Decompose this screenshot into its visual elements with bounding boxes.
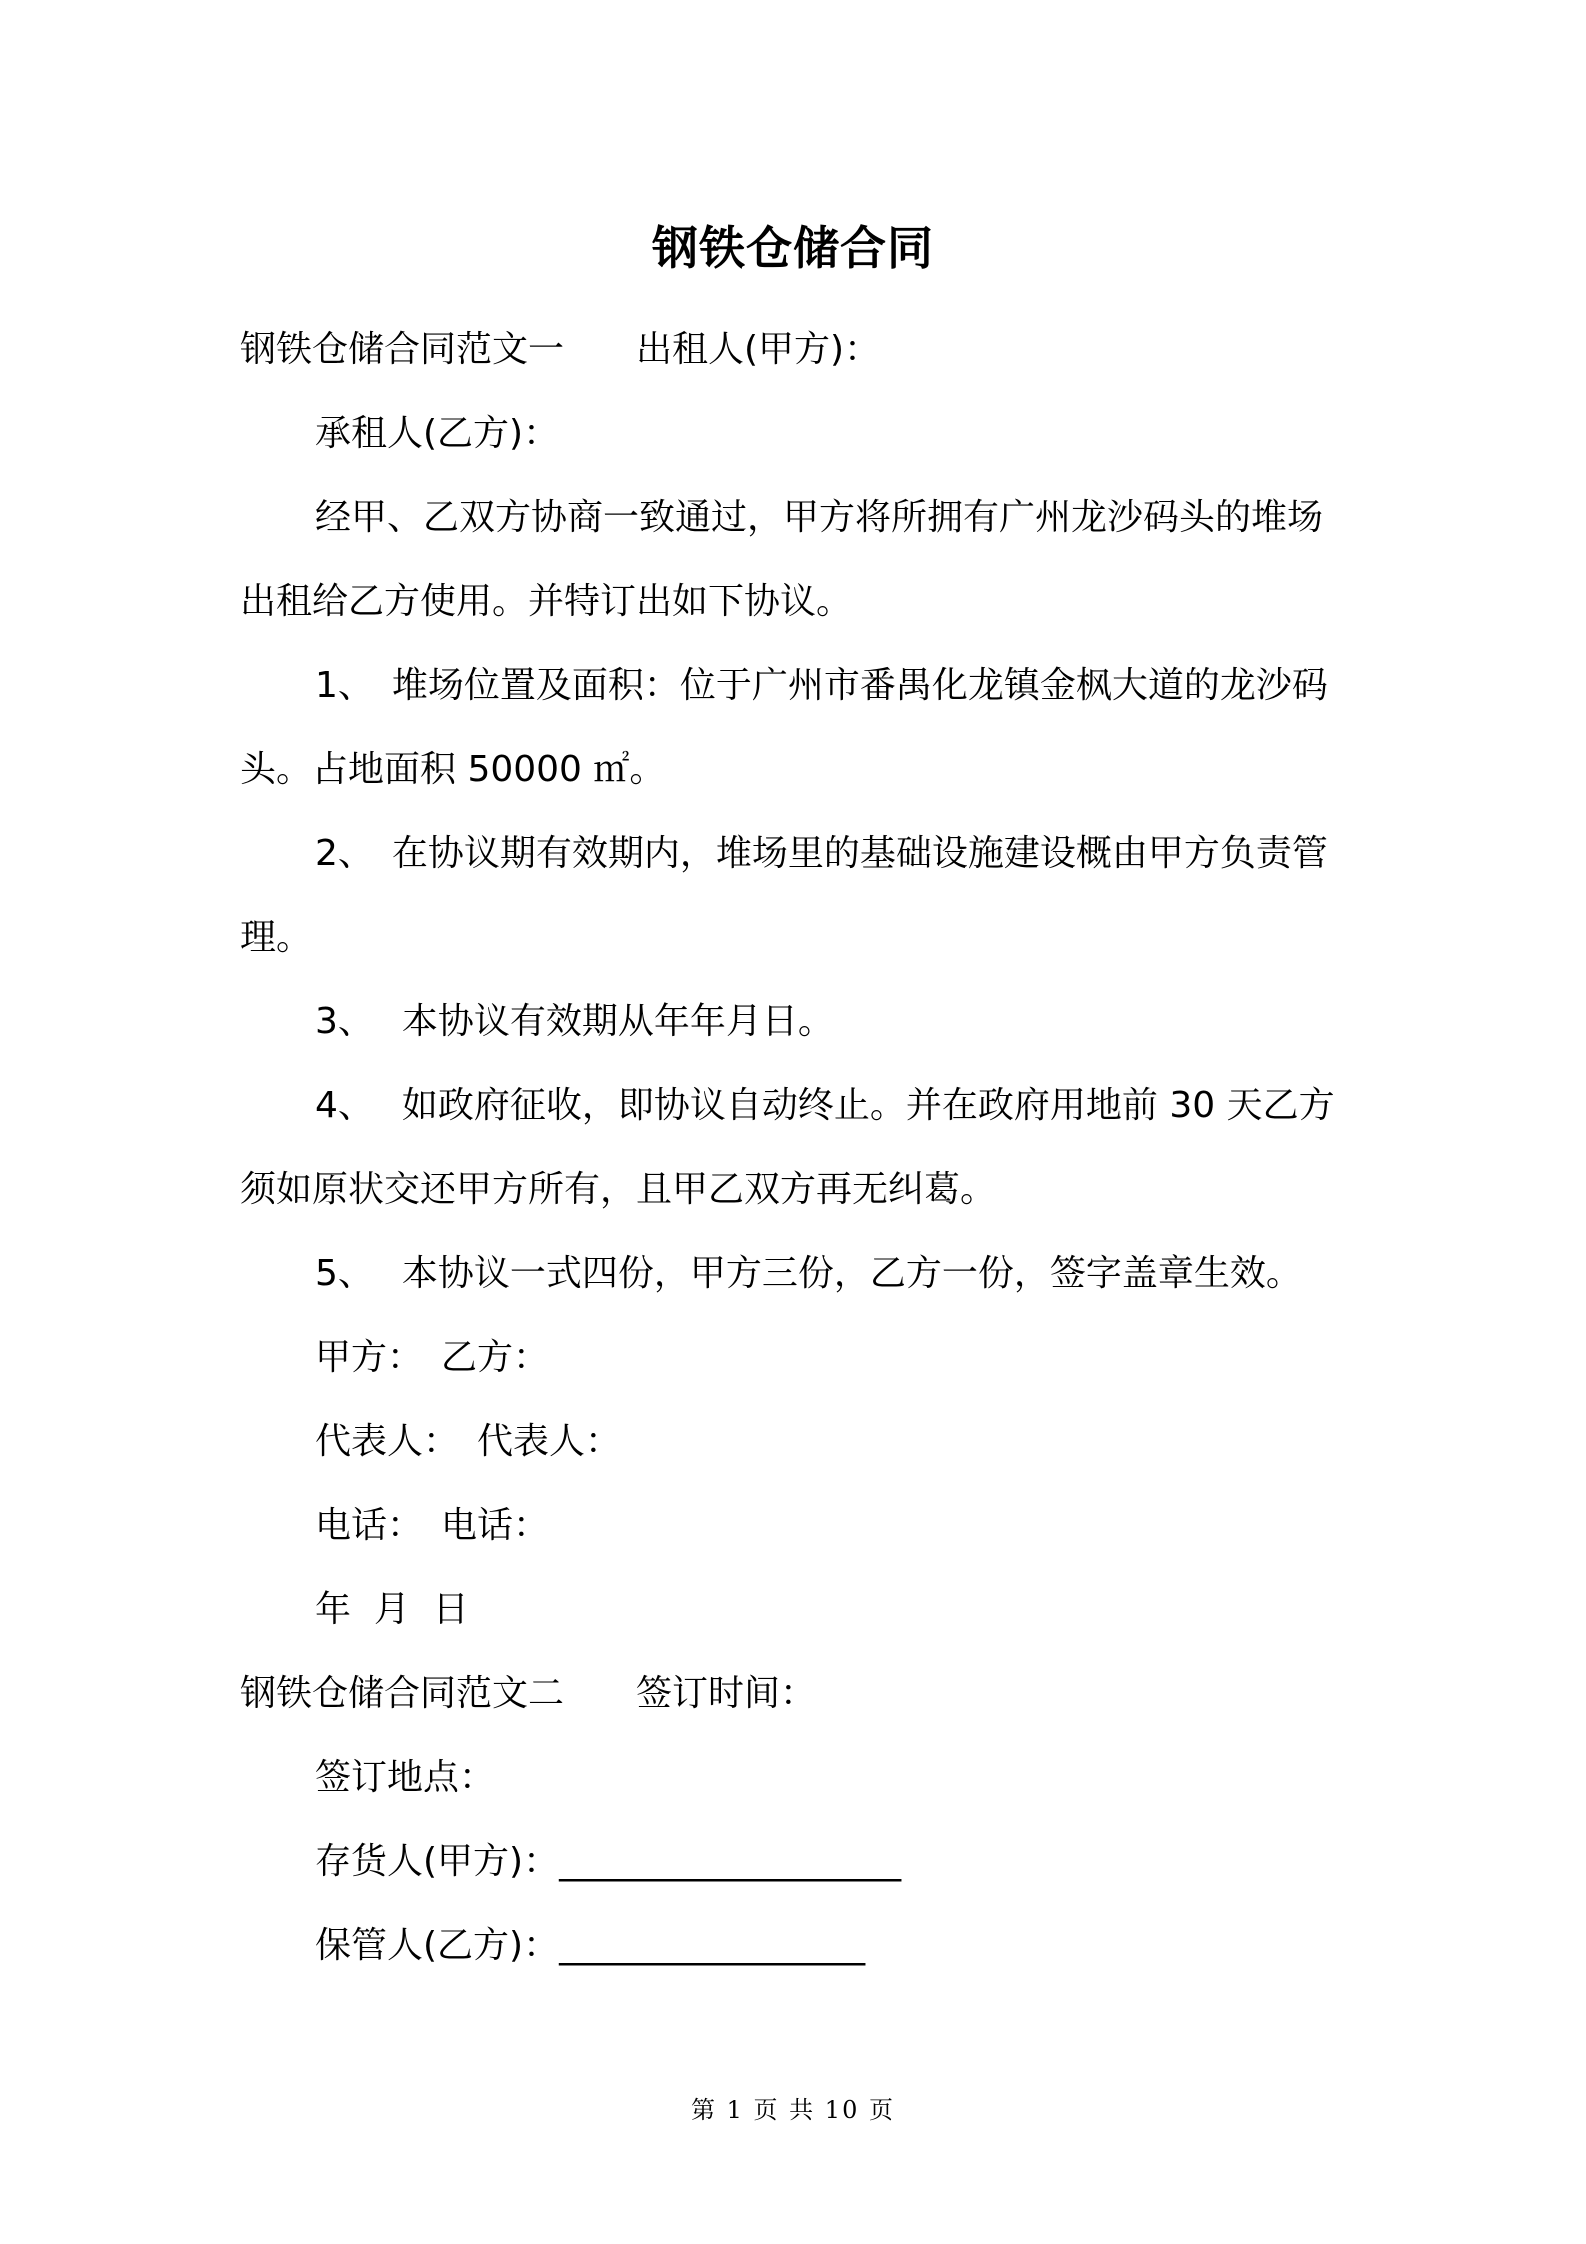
clause-5-number: 5、 <box>315 1253 374 1294</box>
sample2-heading-line <box>240 1670 816 1718</box>
clause-4-number: 4、 <box>315 1085 374 1126</box>
representative-line <box>315 1418 621 1466</box>
phone-b-label: 电话： <box>441 1505 550 1546</box>
clause-1-line-1 <box>315 662 1328 710</box>
clause-3-line-1 <box>315 998 834 1046</box>
clause-5-text: 本协议一式四份，甲方三份，乙方一份，签字盖章生效。 <box>401 1253 1302 1294</box>
phone-line <box>315 1502 549 1550</box>
depositor-field: 存货人(甲方)：___________________ <box>315 1841 902 1882</box>
intro-line-1: 经甲、乙双方协商一致通过，甲方将所拥有广州龙沙码头的堆场 <box>315 497 1324 538</box>
clause-3-text: 本协议有效期从年年月日。 <box>401 1001 834 1042</box>
clause-1-line-2: 头。占地面积 50000 ㎡。 <box>240 749 666 790</box>
lessor-label: 出租人(甲方)： <box>636 329 881 370</box>
sample1-heading-line <box>240 326 880 374</box>
sign-time-label: 签订时间： <box>636 1673 817 1714</box>
clause-1-text: 堆场位置及面积：位于广州市番禺化龙镇金枫大道的龙沙码 <box>391 665 1328 706</box>
clause-4-text: 如政府征收，即协议自动终止。并在政府用地前 30 天乙方 <box>401 1085 1335 1126</box>
clause-2-line-2: 理。 <box>240 917 313 958</box>
clause-2-number: 2、 <box>315 833 374 874</box>
sample2-heading: 钢铁仓储合同范文二 <box>240 1673 565 1714</box>
intro-line-2: 出租给乙方使用。并特订出如下协议。 <box>240 581 853 622</box>
date-line: 年 月 日 <box>315 1589 469 1630</box>
clause-3-number: 3、 <box>315 1001 374 1042</box>
custodian-field: 保管人(乙方)：_________________ <box>315 1925 866 1966</box>
clause-4-line-2: 须如原状交还甲方所有，且甲乙双方再无纠葛。 <box>240 1169 997 1210</box>
clause-5-line-1 <box>315 1250 1302 1298</box>
clause-1-number: 1、 <box>315 665 374 706</box>
phone-a-label: 电话： <box>315 1505 424 1546</box>
sample1-heading: 钢铁仓储合同范文一 <box>240 329 565 370</box>
party-line <box>315 1334 549 1382</box>
rep-b-label: 代表人： <box>477 1421 622 1462</box>
clause-2-line-1 <box>315 830 1328 878</box>
page-number-footer: 第 1 页 共 10 页 <box>691 2096 895 2124</box>
party-b-label: 乙方： <box>441 1337 550 1378</box>
document-title: 钢铁仓储合同 <box>652 221 934 275</box>
rep-a-label: 代表人： <box>315 1421 460 1462</box>
party-a-label: 甲方： <box>315 1337 424 1378</box>
clause-2-text: 在协议期有效期内，堆场里的基础设施建设概由甲方负责管 <box>391 833 1328 874</box>
lessee-label: 承租人(乙方)： <box>315 413 560 454</box>
clause-4-line-1 <box>315 1082 1335 1130</box>
sign-place-label: 签订地点： <box>315 1757 496 1798</box>
